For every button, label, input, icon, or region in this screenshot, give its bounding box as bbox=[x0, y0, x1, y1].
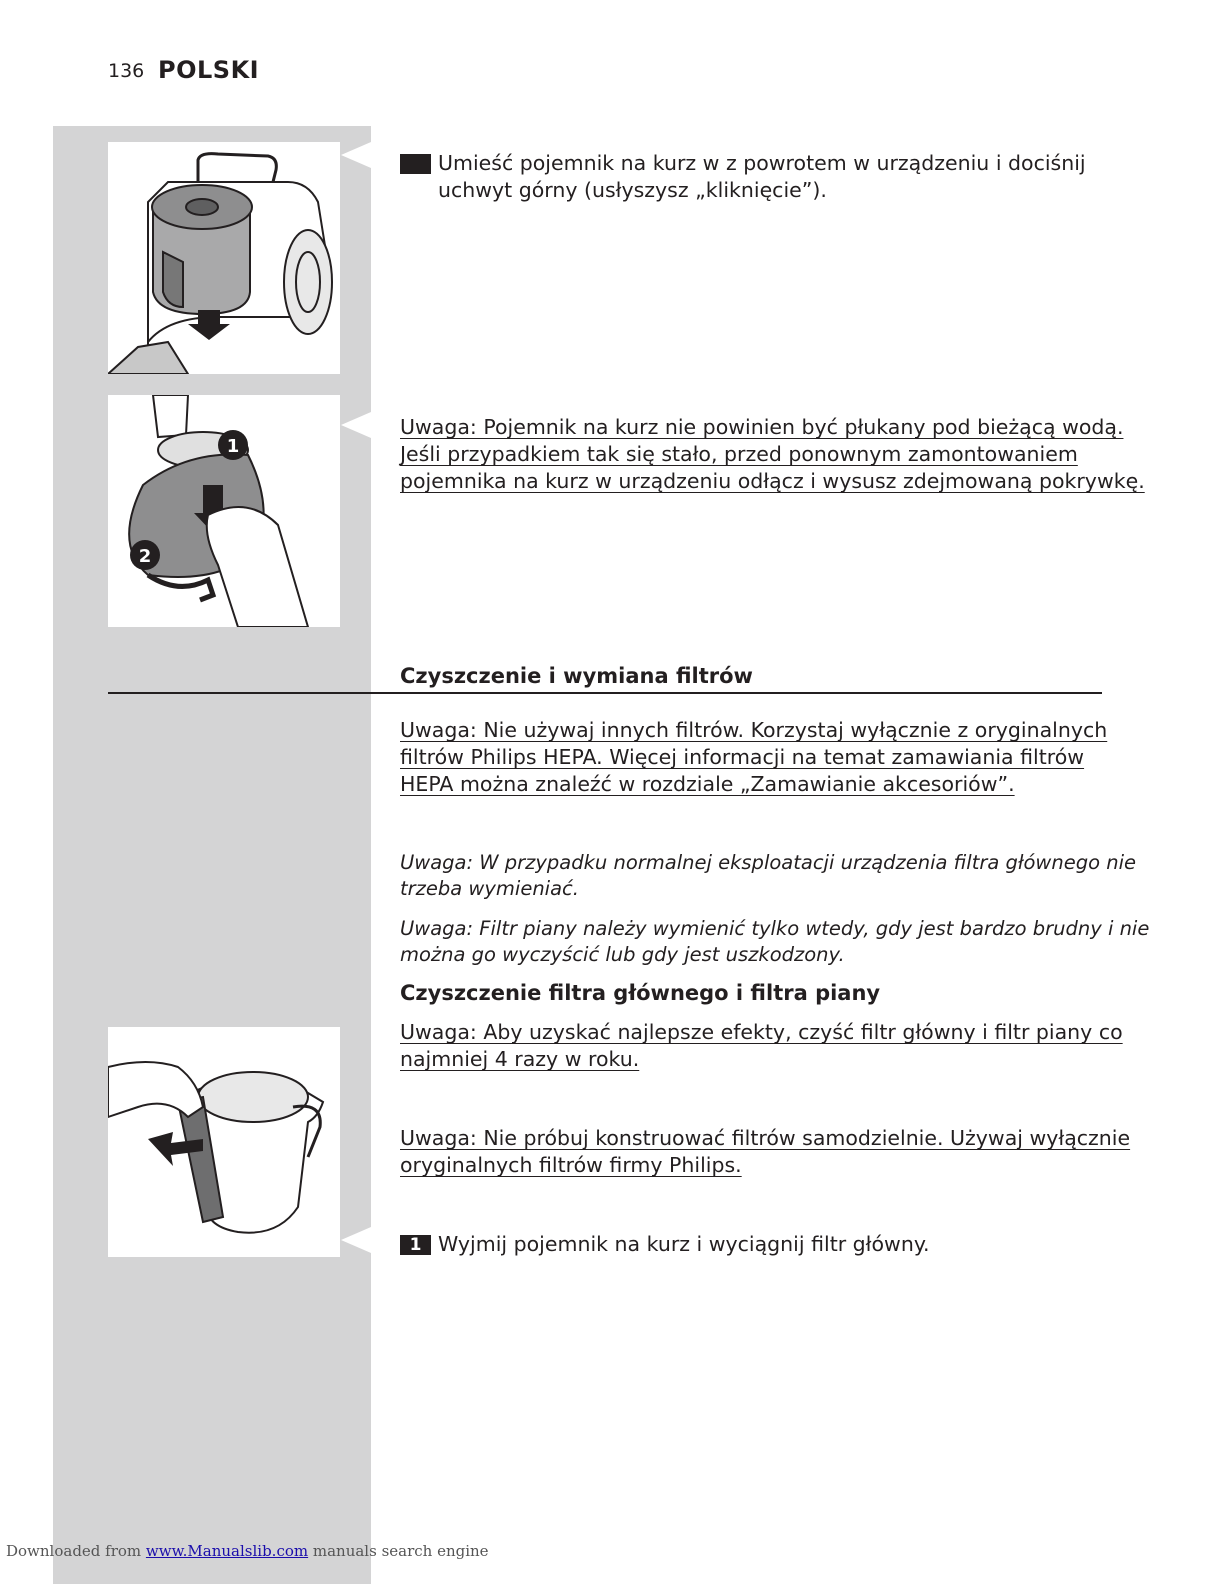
step-1-text: Wyjmij pojemnik na kurz i wyciągnij filtr główny. bbox=[438, 1232, 930, 1256]
note-filters-line: filtrów Philips HEPA. Więcej informacji na temat zamawiania filtrów bbox=[400, 745, 1085, 769]
step-badge bbox=[400, 154, 431, 174]
note-rinse-line: pojemnika na kurz w urządzeniu odłącz i wysusz zdejmowaną pokrywkę. bbox=[400, 469, 1145, 493]
manualslib-link[interactable]: www.Manualslib.com bbox=[145, 1542, 309, 1560]
filter-removal-illustration bbox=[108, 1027, 340, 1257]
figure-pointer bbox=[341, 1227, 371, 1253]
figure-dust-container-insert bbox=[108, 142, 340, 374]
callout-2: 2 bbox=[138, 546, 152, 567]
figure-remove-lid bbox=[108, 395, 340, 627]
heading-rule bbox=[108, 692, 1102, 694]
figure-pointer bbox=[341, 412, 371, 438]
note-results-line: najmniej 4 razy w roku. bbox=[400, 1047, 640, 1071]
step-text-line: uchwyt górny (usłyszysz „kliknięcie”). bbox=[438, 178, 827, 202]
note-foam-line: można go wyczyścić lub gdy jest uszkodzony. bbox=[400, 943, 845, 966]
section-heading: Czyszczenie i wymiana filtrów bbox=[400, 664, 753, 688]
note-foam-line: Uwaga: Filtr piany należy wymienić tylko wtedy, gdy jest bardzo brudny i nie bbox=[400, 917, 1150, 940]
download-footer bbox=[6, 1542, 489, 1560]
footer-prefix: Downloaded from bbox=[6, 1542, 146, 1560]
note-results-line: Uwaga: Aby uzyskać najlepsze efekty, czyść filtr główny i filtr piany co bbox=[400, 1020, 1123, 1044]
section-heading: Czyszczenie filtra głównego i filtra piany bbox=[400, 981, 881, 1005]
note-construct-line: oryginalnych filtrów firmy Philips. bbox=[400, 1153, 742, 1177]
figure-pointer bbox=[341, 142, 371, 168]
figure-remove-filter bbox=[108, 1027, 340, 1257]
note-construct-line: Uwaga: Nie próbuj konstruować filtrów samodzielnie. Używaj wyłącznie bbox=[400, 1126, 1131, 1150]
note-filters-line: Uwaga: Nie używaj innych filtrów. Korzystaj wyłącznie z oryginalnych bbox=[400, 718, 1108, 742]
lid-removal-illustration bbox=[108, 395, 340, 627]
note-rinse-line: Uwaga: Pojemnik na kurz nie powinien być płukany pod bieżącą wodą. bbox=[400, 415, 1124, 439]
note-rinse-line: Jeśli przypadkiem tak się stało, przed ponownym zamontowaniem bbox=[400, 442, 1078, 466]
dust-container-illustration bbox=[108, 142, 340, 374]
section-title: POLSKI bbox=[158, 56, 260, 84]
note-main-filter-line: Uwaga: W przypadku normalnej eksploatacji urządzenia filtra głównego nie bbox=[400, 851, 1137, 874]
step-text-line: Umieść pojemnik na kurz w z powrotem w urządzeniu i dociśnij bbox=[438, 151, 1086, 175]
callout-1: 1 bbox=[226, 436, 240, 457]
page-number: 136 bbox=[108, 60, 145, 82]
note-main-filter-line: trzeba wymieniać. bbox=[400, 877, 579, 900]
step-1-badge: 1 bbox=[400, 1235, 431, 1255]
footer-suffix: manuals search engine bbox=[308, 1542, 489, 1560]
note-filters-line: HEPA można znaleźć w rozdziale „Zamawianie akcesoriów”. bbox=[400, 772, 1015, 796]
